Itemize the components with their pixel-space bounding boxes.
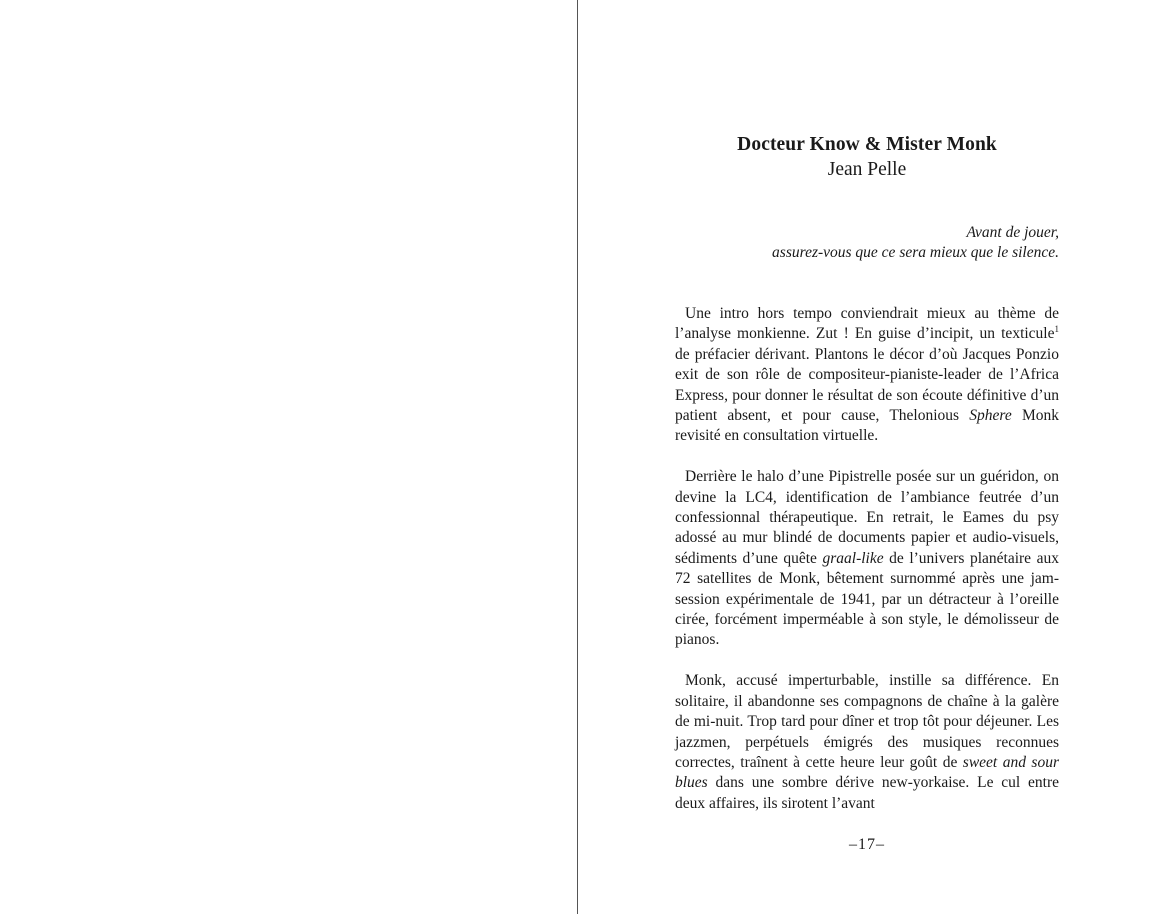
left-page-blank [0, 0, 577, 914]
body-paragraph [675, 467, 1059, 651]
footnote-marker: 1 [1054, 324, 1059, 335]
chapter-heading [675, 132, 1059, 182]
paragraph-text: Une intro hors tempo conviendrait mieux au thème de l’analyse monkienne. Zut ! En guise d’incipit, un texticule [675, 305, 1059, 343]
italic-text: sweet and sour blues [675, 753, 1059, 792]
italic-text: graal-like [822, 549, 884, 567]
paragraph-text: de l’univers planétaire aux 72 satellites de Monk, bêtement surnommé après une jam-session expérimentale de 1941, par un détracteur à l’oreille cirée, forcément imperméable à son style, le démolisseur de pianos. [675, 549, 1059, 649]
body-paragraph [675, 671, 1059, 814]
epigraph-line: Avant de jouer, [966, 224, 1059, 241]
paragraph-text: Derrière le halo d’une Pipistrelle posée sur un guéridon, on devine la LC4, identification de l’ambiance feutrée d’un confessionnal thérapeutique. En retrait, le Eames du psy adossé au mur blindé de documents papier et audio-visuels, sédiments d’une quête [675, 468, 1059, 567]
paragraph-text: de préfacier dérivant. Plantons le décor d’où Jacques Ponzio exit de son rôle de compositeur-pianiste-leader de l’Africa Express, pour donner le résultat de son écoute définitive d’un patient absent, et pour cause, Thelonious [675, 345, 1059, 425]
paragraph-text: Monk revisité en consultation virtuelle. [675, 407, 1059, 445]
body-text [675, 304, 1059, 814]
paragraph-text: dans une sombre dérive new-yorkaise. Le cul entre deux affaires, ils sirotent l’avant [675, 774, 1059, 812]
paragraph-text: Monk, accusé imperturbable, instille sa différence. En solitaire, il abandonne ses compagnons de chaîne à la galère de mi-nuit. Trop tard pour dîner et trop tôt pour déjeuner. Les jazzmen, perpétuels émigrés des musiques reconnues correctes, traînent à cette heure leur goût de [675, 672, 1059, 771]
epigraph [675, 223, 1059, 263]
chapter-author: Jean Pelle [827, 159, 907, 180]
chapter-title: Docteur Know & Mister Monk [737, 134, 997, 155]
right-page [578, 0, 1155, 914]
italic-text: Sphere [969, 407, 1012, 425]
body-paragraph [675, 304, 1059, 447]
epigraph-line: assurez-vous que ce sera mieux que le silence. [772, 244, 1059, 261]
page-number: –17– [849, 836, 885, 853]
